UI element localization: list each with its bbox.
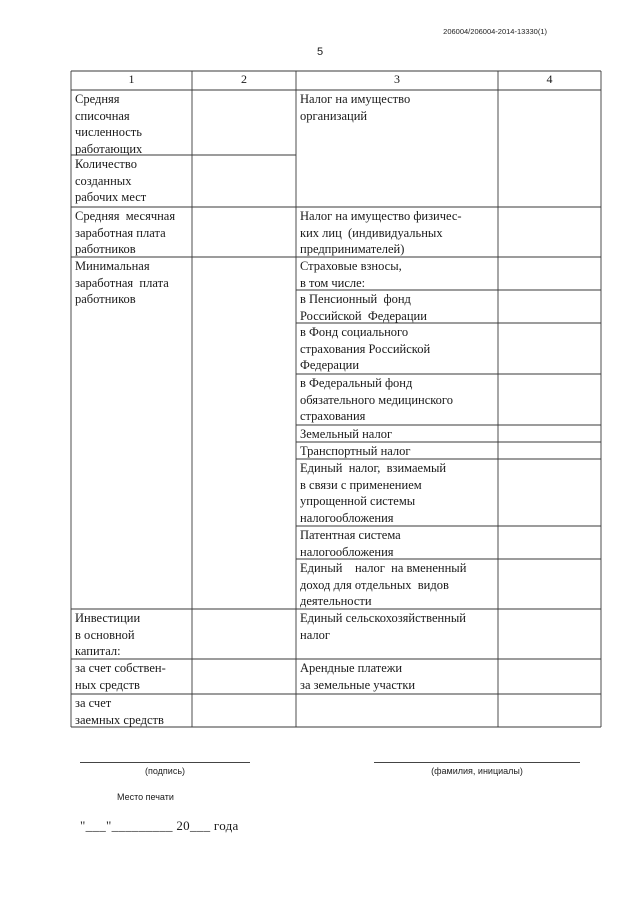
date-line: "___"_________ 20___ года: [80, 818, 239, 833]
column-header-2: 2: [241, 72, 247, 86]
document-id: 206004/206004-2014-13330(1): [443, 27, 547, 36]
medical-fund-label: в Федеральный фонд обязательного медицинского страхования: [300, 376, 454, 424]
simplified-tax-label: Единый налог, взимаемый в связи с применением упрощенной системы налогообложения: [300, 461, 447, 525]
avg-headcount-label: Средняя списочная численность работающих: [75, 92, 143, 156]
property-tax-ind-label: Налог на имущество физичес- ких лиц (индивидуальных предпринимателей): [300, 209, 462, 257]
column-header-3: 3: [394, 72, 400, 86]
imputed-tax-label: Единый налог на вмененный доход для отдельных видов деятельности: [300, 561, 467, 609]
column-header-4: 4: [546, 72, 553, 86]
name-line: [374, 762, 580, 763]
seal-place: Место печати: [117, 792, 174, 802]
jobs-created-label: Количество созданных рабочих мест: [75, 157, 147, 205]
borrowed-funds-label: за счет заемных средств: [75, 696, 164, 727]
social-fund-label: в Фонд социального страхования Российской Федерации: [300, 325, 431, 373]
own-funds-label: за счет собствен- ных средств: [75, 661, 166, 692]
avg-salary-label: Средняя месячная заработная плата работников: [75, 209, 176, 257]
page-number: 5: [316, 46, 324, 58]
column-header-1: 1: [128, 72, 135, 86]
transport-tax-label: Транспортный налог: [300, 444, 411, 458]
pension-fund-label: в Пенсионный фонд Российской Федерации: [300, 292, 427, 323]
investments-label: Инвестиции в основной капитал:: [75, 611, 141, 659]
signature-caption: (подпись): [144, 766, 186, 776]
patent-system-label: Патентная система налогообложения: [300, 528, 401, 559]
land-tax-label: Земельный налог: [300, 427, 393, 441]
property-tax-org-label: Налог на имущество организаций: [300, 92, 411, 123]
min-salary-label: Минимальная заработная плата работников: [75, 259, 169, 307]
agricultural-tax-label: Единый сельскохозяйственный налог: [300, 611, 466, 642]
signature-line: [80, 762, 250, 763]
land-rent-label: Арендные платежи за земельные участки: [300, 661, 416, 692]
insurance-label: Страховые взносы, в том числе:: [300, 259, 402, 290]
name-caption: (фамилия, инициалы): [431, 766, 523, 776]
